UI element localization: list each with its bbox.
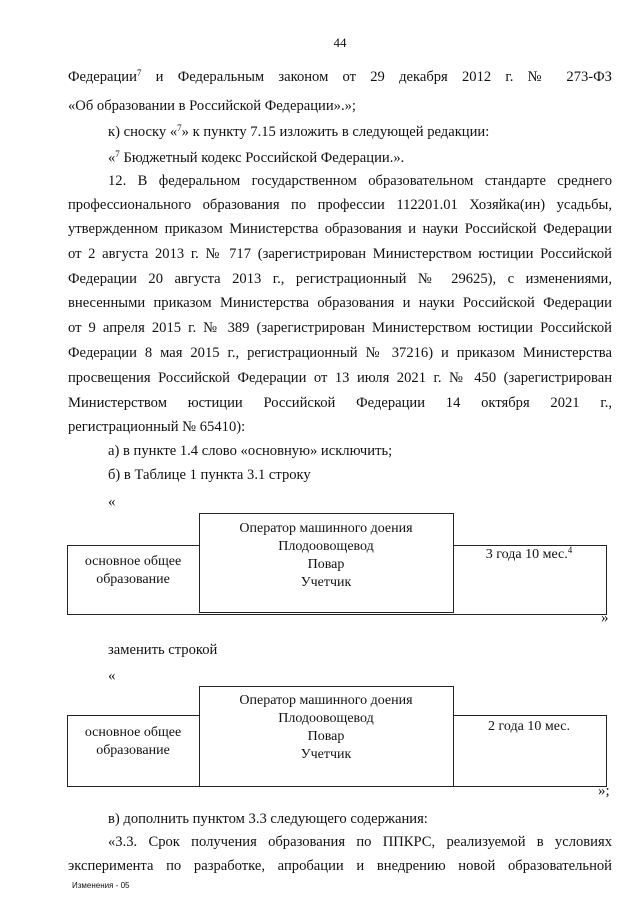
paragraph-line: внесенными приказом Министерства образования и науки Российской Федерации (68, 295, 612, 311)
paragraph-line (108, 123, 612, 141)
footnote-mark: 7 (177, 123, 182, 133)
paragraph-line: просвещения Российской Федерации от 13 июля 2021 г. № 450 (зарегистрирован (68, 370, 612, 386)
paragraph-line: профессионального образования по профессии 112201.01 Хозяйка(ин) усадьбы, (68, 197, 612, 213)
open-quote: « (108, 494, 116, 510)
footnote-mark: 4 (567, 545, 573, 555)
text: Федерации (68, 69, 137, 85)
profession: Учетчик (300, 747, 352, 762)
paragraph-line: эксперимента по разработке, апробации и внедрению новой образовательной (68, 858, 612, 874)
table-cell-duration-new: 2 года 10 мес. (488, 719, 570, 734)
paragraph-line: «Об образовании в Российской Федерации».»; (68, 98, 356, 114)
paragraph-line: а) в пункте 1.4 слово «основную» исключить; (108, 443, 393, 459)
profession: Плодоовощевод (278, 539, 374, 554)
paragraph-line: б) в Таблице 1 пункта 3.1 строку (108, 467, 311, 483)
text: Бюджетный кодекс Российской Федерации.». (119, 150, 405, 166)
profession: Учетчик (300, 575, 352, 590)
profession: Оператор машинного доения (239, 693, 413, 708)
close-quote: » (601, 610, 609, 626)
close-quote: »; (598, 783, 610, 799)
paragraph-line: Федерации 20 августа 2013 г., регистрационный № 29625), с изменениями, (68, 271, 612, 287)
text: « (108, 150, 116, 166)
paragraph-line: регистрационный № 65410): (68, 419, 246, 435)
paragraph-line: утвержденном приказом Министерства образования и науки Российской Федерации (68, 221, 612, 237)
table-professions-old (200, 520, 452, 592)
footnote-mark: 7 (136, 68, 142, 78)
cell-text: основное общее (84, 554, 182, 569)
paragraph-line: «3.3. Срок получения образования по ППКРС, реализуемой в условиях (108, 834, 612, 850)
duration: 3 года 10 мес. (485, 547, 568, 562)
paragraph-line: от 9 апреля 2015 г. № 389 (зарегистрирован Министерством юстиции Российской (68, 320, 612, 336)
profession: Повар (307, 729, 345, 744)
paragraph-line: Федерации 8 мая 2015 г., регистрационный № 37216) и приказом Министерства (68, 345, 612, 361)
paragraph-line: Министерством юстиции Российской Федерации 14 октября 2021 г., (68, 395, 612, 411)
cell-text: образование (96, 743, 170, 758)
cell-text: образование (96, 572, 170, 587)
table-cell-education-new (68, 724, 198, 760)
paragraph-line: заменить строкой (108, 642, 218, 658)
paragraph-line (108, 149, 612, 167)
cell-text: основное общее (84, 725, 182, 740)
open-quote: « (108, 668, 116, 684)
text: » к пункту 7.15 изложить в следующей редакции: (181, 124, 490, 140)
profession: Плодоовощевод (278, 711, 374, 726)
table-cell-education-old (68, 553, 198, 589)
table-professions-new (200, 692, 452, 764)
text: и Федеральным законом от 29 декабря 2012 г. № 273-ФЗ (141, 69, 612, 85)
page-number: 44 (333, 35, 347, 50)
paragraph-line (68, 68, 612, 86)
paragraph-line: от 2 августа 2013 г. № 717 (зарегистрирован Министерством юстиции Российской (68, 246, 612, 262)
profession: Повар (307, 557, 345, 572)
paragraph-line: в) дополнить пунктом 3.3 следующего содержания: (108, 811, 428, 827)
text: к) сноску « (108, 124, 178, 140)
profession: Оператор машинного доения (239, 521, 413, 536)
paragraph-line: 12. В федеральном государственном образовательном стандарте среднего (108, 173, 612, 189)
table-cell-duration-old (453, 546, 605, 564)
footnote-mark: 7 (115, 149, 120, 159)
footer-note: Изменения - 05 (72, 881, 130, 890)
